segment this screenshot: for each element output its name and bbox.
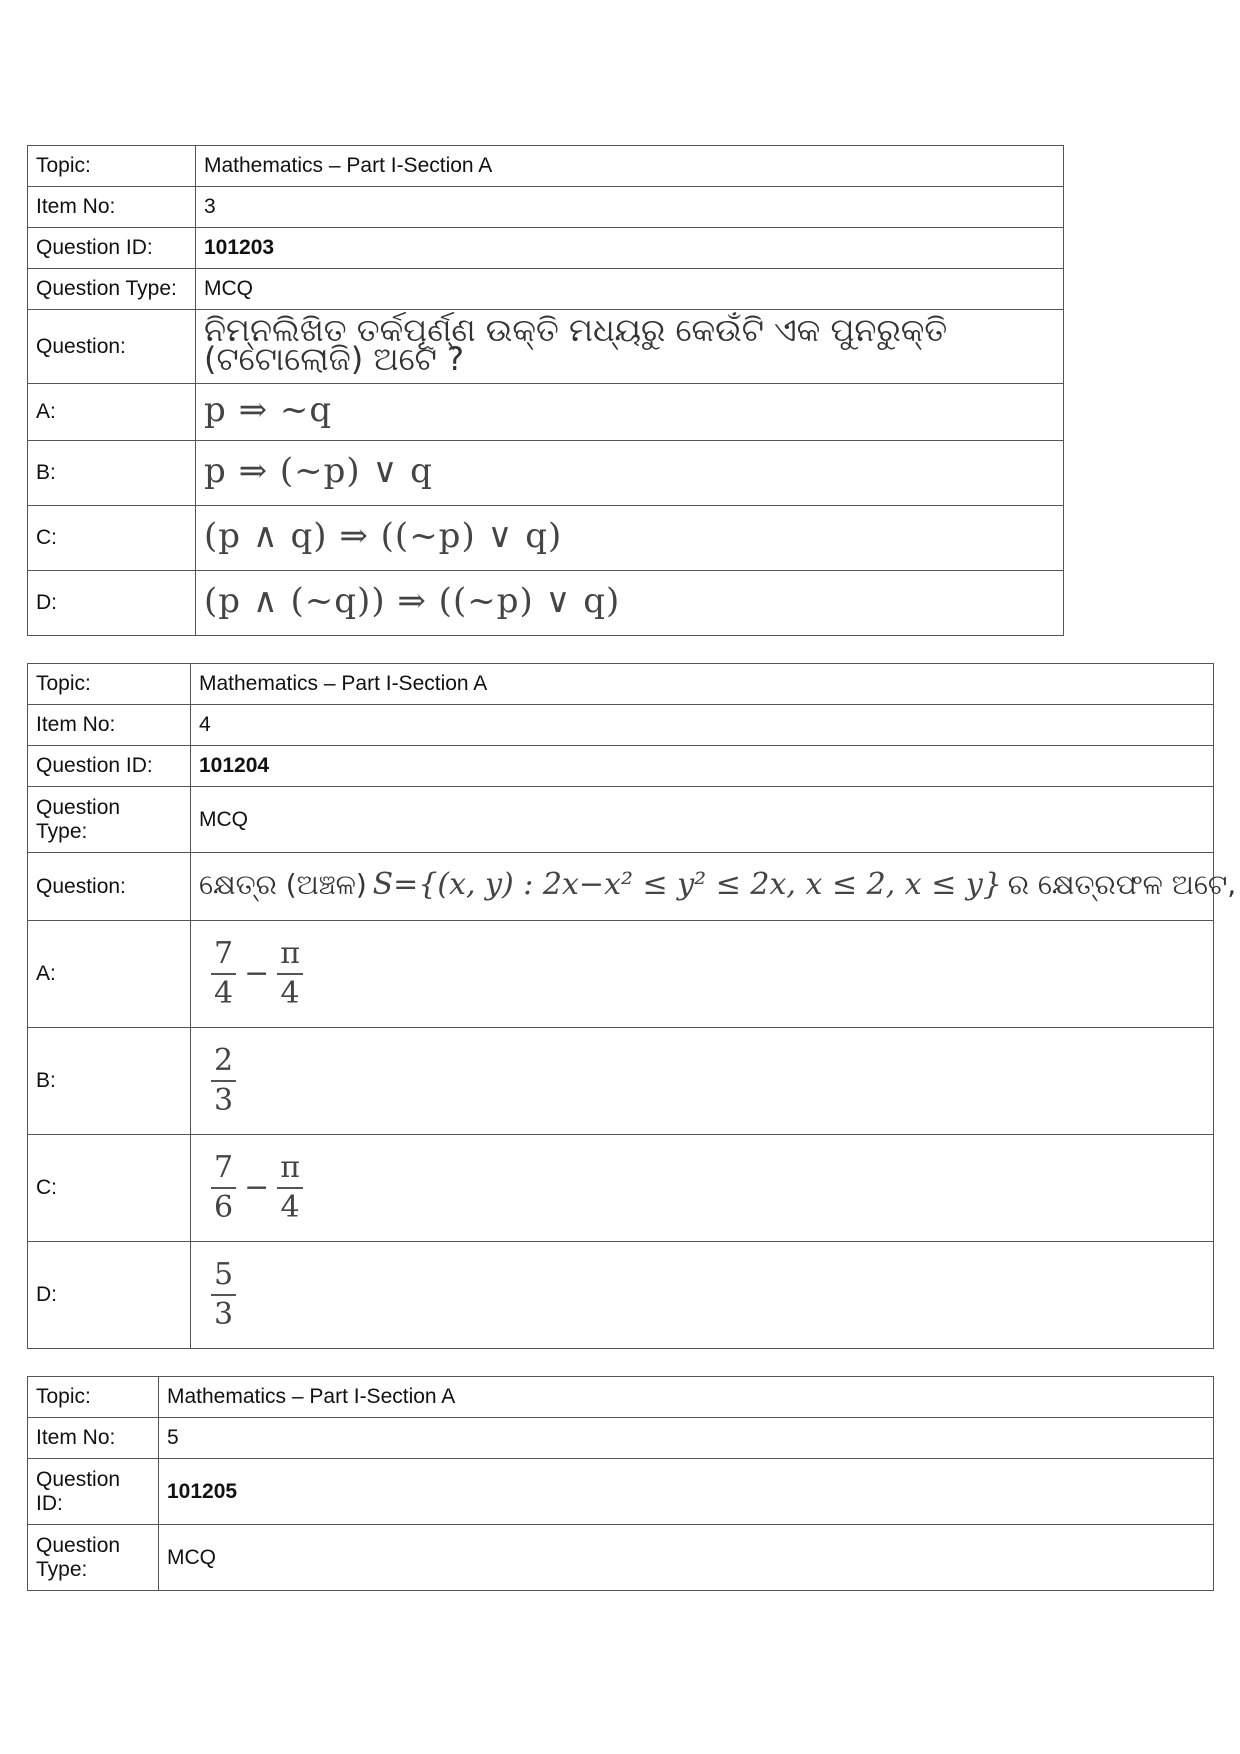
option-c-fraction-1 (211, 1149, 236, 1227)
option-c-fraction-2 (277, 1149, 303, 1227)
option-c-text: (p ∧ q) ⇒ ((~p) ∨ q) (204, 515, 563, 556)
item-no-label: Item No: (28, 187, 196, 228)
question-type-label-line2: Type: (36, 1557, 88, 1581)
minus-sign: − (244, 1170, 270, 1205)
option-c-label: C: (28, 1135, 191, 1242)
option-b-fraction (211, 1042, 236, 1120)
option-b-label: B: (28, 1028, 191, 1135)
option-a-text: p ⇒ ~q (204, 389, 333, 430)
option-c-label: C: (28, 506, 196, 571)
option-d-cell (191, 1242, 1214, 1349)
option-b-cell (196, 441, 1064, 506)
denominator: 6 (214, 1190, 234, 1225)
option-b-text: p ⇒ (~p) ∨ q (204, 450, 433, 491)
question-text-suffix: ର କ୍ଷେତ୍ରଫଳ ଅଟେ, (1007, 868, 1237, 901)
numerator: 2 (211, 1042, 236, 1082)
question-type-value: MCQ (196, 269, 1064, 310)
denominator: 4 (214, 976, 234, 1011)
question-type-label-line1: Question (36, 1533, 121, 1557)
numerator: 7 (211, 1149, 236, 1189)
question-text-prefix: କ୍ଷେତ୍ର (ଅଞ୍ଚଳ) (199, 868, 367, 901)
question-id-label-line2: ID: (36, 1491, 63, 1515)
question-id-label: Question ID: (28, 228, 196, 269)
question-id-cell (196, 228, 1064, 269)
question-label: Question: (28, 853, 191, 921)
question-id-cell (191, 746, 1214, 787)
question-type-label-line2: Type: (36, 819, 88, 843)
numerator: π (277, 1149, 303, 1189)
topic-value: Mathematics – Part I-Section A (191, 664, 1214, 705)
option-b-label: B: (28, 441, 196, 506)
denominator: 3 (214, 1297, 234, 1332)
numerator: π (277, 935, 303, 975)
question-id-cell (159, 1459, 1214, 1525)
option-d-label: D: (28, 1242, 191, 1349)
denominator: 4 (280, 976, 300, 1011)
option-b-cell (191, 1028, 1214, 1135)
question-id-value: 101204 (199, 754, 270, 777)
option-a-fraction-2 (277, 935, 303, 1013)
option-d-text: (p ∧ (~q)) ⇒ ((~p) ∨ q) (204, 580, 621, 621)
denominator: 4 (280, 1190, 300, 1225)
question-cell (191, 853, 1237, 921)
option-d-cell (196, 571, 1064, 636)
question-type-label (28, 787, 191, 853)
option-c-cell (191, 1135, 1214, 1242)
option-a-cell (191, 921, 1214, 1028)
topic-value: Mathematics – Part I-Section A (159, 1377, 1214, 1418)
question-cell (196, 310, 1064, 384)
item-no-value: 4 (191, 705, 1214, 746)
question-label: Question: (28, 310, 196, 384)
question-text: ନିମ୍ନଲିଖିତ ତର୍କପୂର୍ଣ୍ଣ ଉକ୍ତି ମଧ୍ୟରୁ କେଉଁଟି ଏକ ପୁନରୁକ୍ତି (ଟଟୋଲୋଜି) ଅଟେ ? (204, 310, 948, 378)
question-id-label (28, 1459, 159, 1525)
item-no-value: 3 (196, 187, 1064, 228)
question-type-label (28, 1525, 159, 1591)
option-d-fraction (211, 1256, 236, 1334)
question-table-item-5 (27, 1376, 1214, 1591)
item-no-label: Item No: (28, 1418, 159, 1459)
numerator: 5 (211, 1256, 236, 1296)
option-a-fraction-1 (211, 935, 236, 1013)
question-type-label-line1: Question (36, 795, 121, 819)
question-type-value: MCQ (191, 787, 1214, 853)
question-id-value: 101205 (167, 1479, 238, 1503)
option-a-label: A: (28, 384, 196, 441)
option-c-cell (196, 506, 1064, 571)
minus-sign: − (244, 956, 270, 991)
numerator: 7 (211, 935, 236, 975)
topic-label: Topic: (28, 664, 191, 705)
topic-label: Topic: (28, 1377, 159, 1418)
question-type-value: MCQ (159, 1525, 1214, 1591)
question-math: S={(x, y) : 2x−x² ≤ y² ≤ 2x, x ≤ 2, x ≤ y} (372, 867, 1002, 902)
denominator: 3 (214, 1083, 234, 1118)
item-no-value: 5 (159, 1418, 1214, 1459)
topic-value: Mathematics – Part I-Section A (196, 146, 1064, 187)
option-a-cell (196, 384, 1064, 441)
item-no-label: Item No: (28, 705, 191, 746)
topic-label: Topic: (28, 146, 196, 187)
question-id-label: Question ID: (28, 746, 191, 787)
question-table-item-4 (27, 663, 1237, 1349)
option-a-label: A: (28, 921, 191, 1028)
question-id-label-line1: Question (36, 1467, 121, 1491)
option-d-label: D: (28, 571, 196, 636)
question-type-label: Question Type: (28, 269, 196, 310)
question-id-value: 101203 (204, 236, 275, 259)
question-table-item-3 (27, 145, 1064, 636)
